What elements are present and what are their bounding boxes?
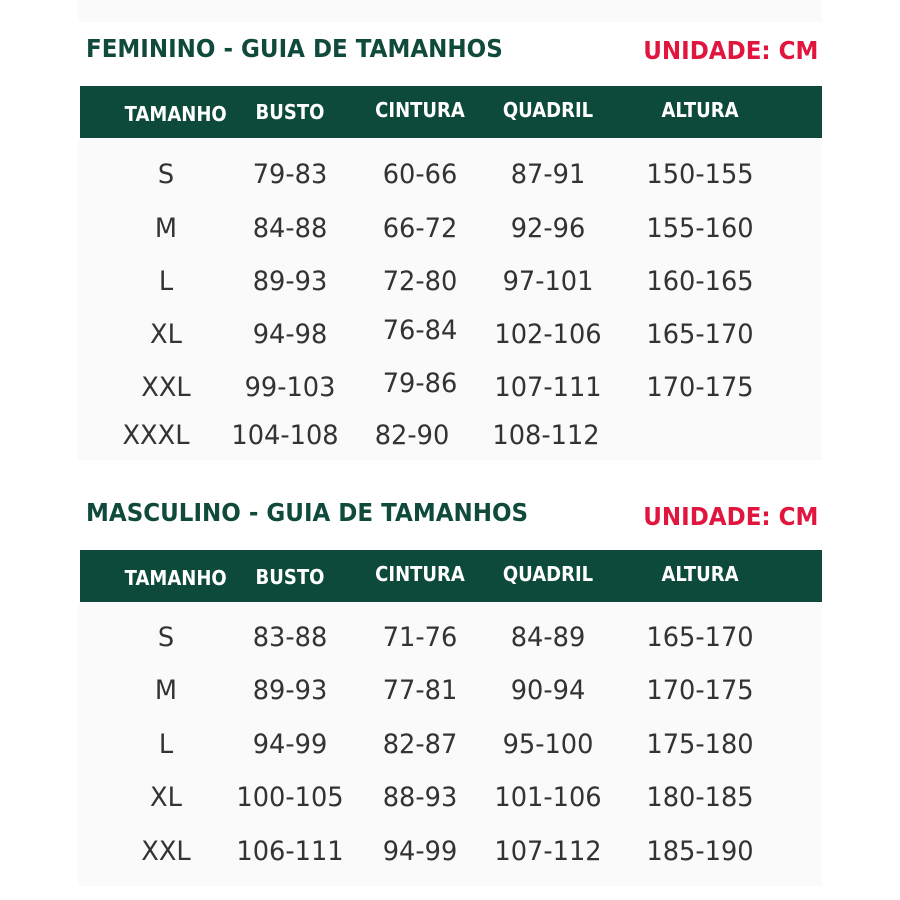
cintura-cell: 82-90: [374, 420, 450, 451]
size-cell: M: [154, 213, 178, 244]
quadril-cell: 95-100: [502, 729, 594, 760]
altura-cell: 180-185: [646, 782, 754, 813]
female-section-title: FEMININO - GUIA DE TAMANHOS: [86, 34, 503, 63]
male-section-title: MASCULINO - GUIA DE TAMANHOS: [86, 498, 529, 527]
cintura-cell: 60-66: [382, 159, 458, 190]
header-altura: ALTURA: [661, 562, 739, 586]
altura-cell: 160-165: [646, 266, 754, 297]
cintura-cell: 82-87: [382, 729, 458, 760]
size-cell: XL: [150, 319, 182, 350]
size-cell: S: [157, 622, 175, 653]
size-cell: L: [158, 266, 174, 297]
table-row: [80, 204, 822, 254]
altura-cell: 185-190: [646, 836, 754, 867]
quadril-cell: 108-112: [492, 420, 600, 451]
quadril-cell: 92-96: [510, 213, 586, 244]
quadril-cell: 90-94: [510, 675, 586, 706]
cintura-cell: 77-81: [382, 675, 458, 706]
busto-cell: 104-108: [231, 420, 339, 451]
altura-cell: 155-160: [646, 213, 754, 244]
table-row: [80, 773, 822, 823]
header-cintura: CINTURA: [375, 562, 465, 586]
busto-cell: 106-111: [236, 836, 344, 867]
quadril-cell: 101-106: [494, 782, 602, 813]
busto-cell: 94-99: [252, 729, 328, 760]
quadril-cell: 84-89: [510, 622, 586, 653]
table-row: [80, 720, 822, 770]
table-row: [80, 613, 822, 663]
table-row: [80, 363, 822, 413]
busto-cell: 83-88: [252, 622, 328, 653]
female-table-header: [80, 86, 822, 138]
cintura-cell: 88-93: [382, 782, 458, 813]
cintura-cell: 66-72: [382, 213, 458, 244]
female-unit-label: UNIDADE: CM: [642, 36, 818, 65]
size-cell: XXL: [141, 836, 191, 867]
altura-cell: 175-180: [646, 729, 754, 760]
altura-cell: 170-175: [646, 372, 754, 403]
male-unit-label: UNIDADE: CM: [642, 502, 818, 531]
header-busto: BUSTO: [255, 565, 325, 589]
table-row: [80, 827, 822, 877]
cintura-cell: 94-99: [382, 836, 458, 867]
cintura-cell: 76-84: [382, 315, 458, 346]
table-row: [80, 411, 822, 461]
cintura-cell: 72-80: [382, 266, 458, 297]
table-row: [80, 150, 822, 200]
quadril-cell: 97-101: [502, 266, 594, 297]
size-cell: M: [154, 675, 178, 706]
header-tamanho: TAMANHO: [124, 102, 227, 126]
altura-cell: 165-170: [646, 319, 754, 350]
busto-cell: 99-103: [244, 372, 336, 403]
busto-cell: 100-105: [236, 782, 344, 813]
quadril-cell: 102-106: [494, 319, 602, 350]
table-row: [80, 310, 822, 360]
busto-cell: 89-93: [252, 675, 328, 706]
busto-cell: 94-98: [252, 319, 328, 350]
table-row: [80, 666, 822, 716]
size-cell: S: [157, 159, 175, 190]
size-cell: XXL: [141, 372, 191, 403]
header-quadril: QUADRIL: [502, 98, 594, 122]
quadril-cell: 107-111: [494, 372, 602, 403]
size-cell: XXXL: [122, 420, 190, 451]
header-tamanho: TAMANHO: [124, 566, 227, 590]
altura-cell: 165-170: [646, 622, 754, 653]
size-cell: XL: [150, 782, 182, 813]
altura-cell: 150-155: [646, 159, 754, 190]
male-table-header: [80, 550, 822, 602]
header-cintura: CINTURA: [375, 98, 465, 122]
altura-cell: [638, 411, 762, 461]
quadril-cell: 87-91: [510, 159, 586, 190]
size-cell: L: [158, 729, 174, 760]
cintura-cell: 71-76: [382, 622, 458, 653]
busto-cell: 89-93: [252, 266, 328, 297]
busto-cell: 79-83: [252, 159, 328, 190]
header-quadril: QUADRIL: [502, 562, 594, 586]
altura-cell: 170-175: [646, 675, 754, 706]
cintura-cell: 79-86: [382, 368, 458, 399]
busto-cell: 84-88: [252, 213, 328, 244]
quadril-cell: 107-112: [494, 836, 602, 867]
top-background-strip: [78, 0, 822, 22]
header-busto: BUSTO: [255, 100, 325, 124]
table-row: [80, 257, 822, 307]
header-altura: ALTURA: [661, 98, 739, 122]
